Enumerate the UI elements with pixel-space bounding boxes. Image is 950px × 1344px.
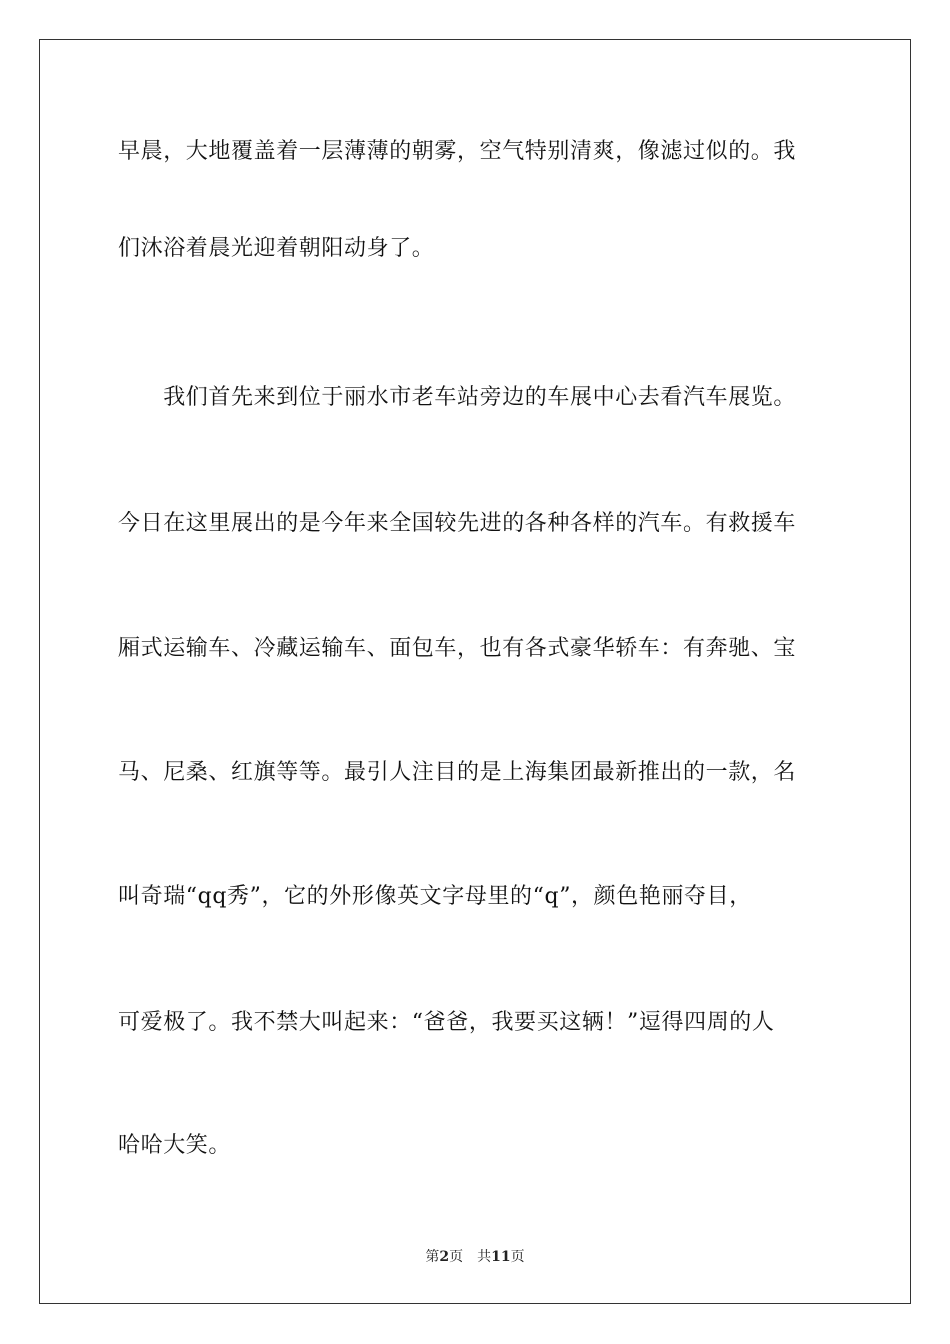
- body-text-line-6: 马、尼桑、红旗等等。最引人注目的是上海集团最新推出的一款，名: [118, 760, 797, 785]
- page-border: [39, 39, 911, 1304]
- footer-total-prefix: 共: [477, 1249, 492, 1265]
- footer-total-pages: 11: [491, 1249, 511, 1265]
- body-text-line-5: 厢式运输车、冷藏运输车、面包车，也有各式豪华轿车：有奔驰、宝: [118, 636, 797, 661]
- body-text-line-8: 可爱极了。我不禁大叫起来：“爸爸，我要买这辆！”逗得四周的人: [118, 1010, 775, 1035]
- body-text-line-1: 早晨，大地覆盖着一层薄薄的朝雾，空气特别清爽，像滤过似的。我: [118, 139, 797, 164]
- body-text-line-3: 我们首先来到位于丽水市老车站旁边的车展中心去看汽车展览。: [118, 385, 797, 410]
- body-text-line-2: 们沐浴着晨光迎着朝阳动身了。: [118, 236, 435, 261]
- body-text-line-9: 哈哈大笑。: [118, 1133, 232, 1158]
- footer-page-suffix: 页: [449, 1249, 464, 1265]
- body-text-line-7: 叫奇瑞“qq秀”，它的外形像英文字母里的“q”，颜色艳丽夺目，: [118, 884, 752, 909]
- page-footer: [0, 1248, 950, 1266]
- footer-page-number: 2: [439, 1249, 450, 1265]
- body-text-line-4: 今日在这里展出的是今年来全国较先进的各种各样的汽车。有救援车: [118, 511, 797, 536]
- footer-total-suffix: 页: [510, 1249, 525, 1265]
- footer-page-prefix: 第: [425, 1249, 440, 1265]
